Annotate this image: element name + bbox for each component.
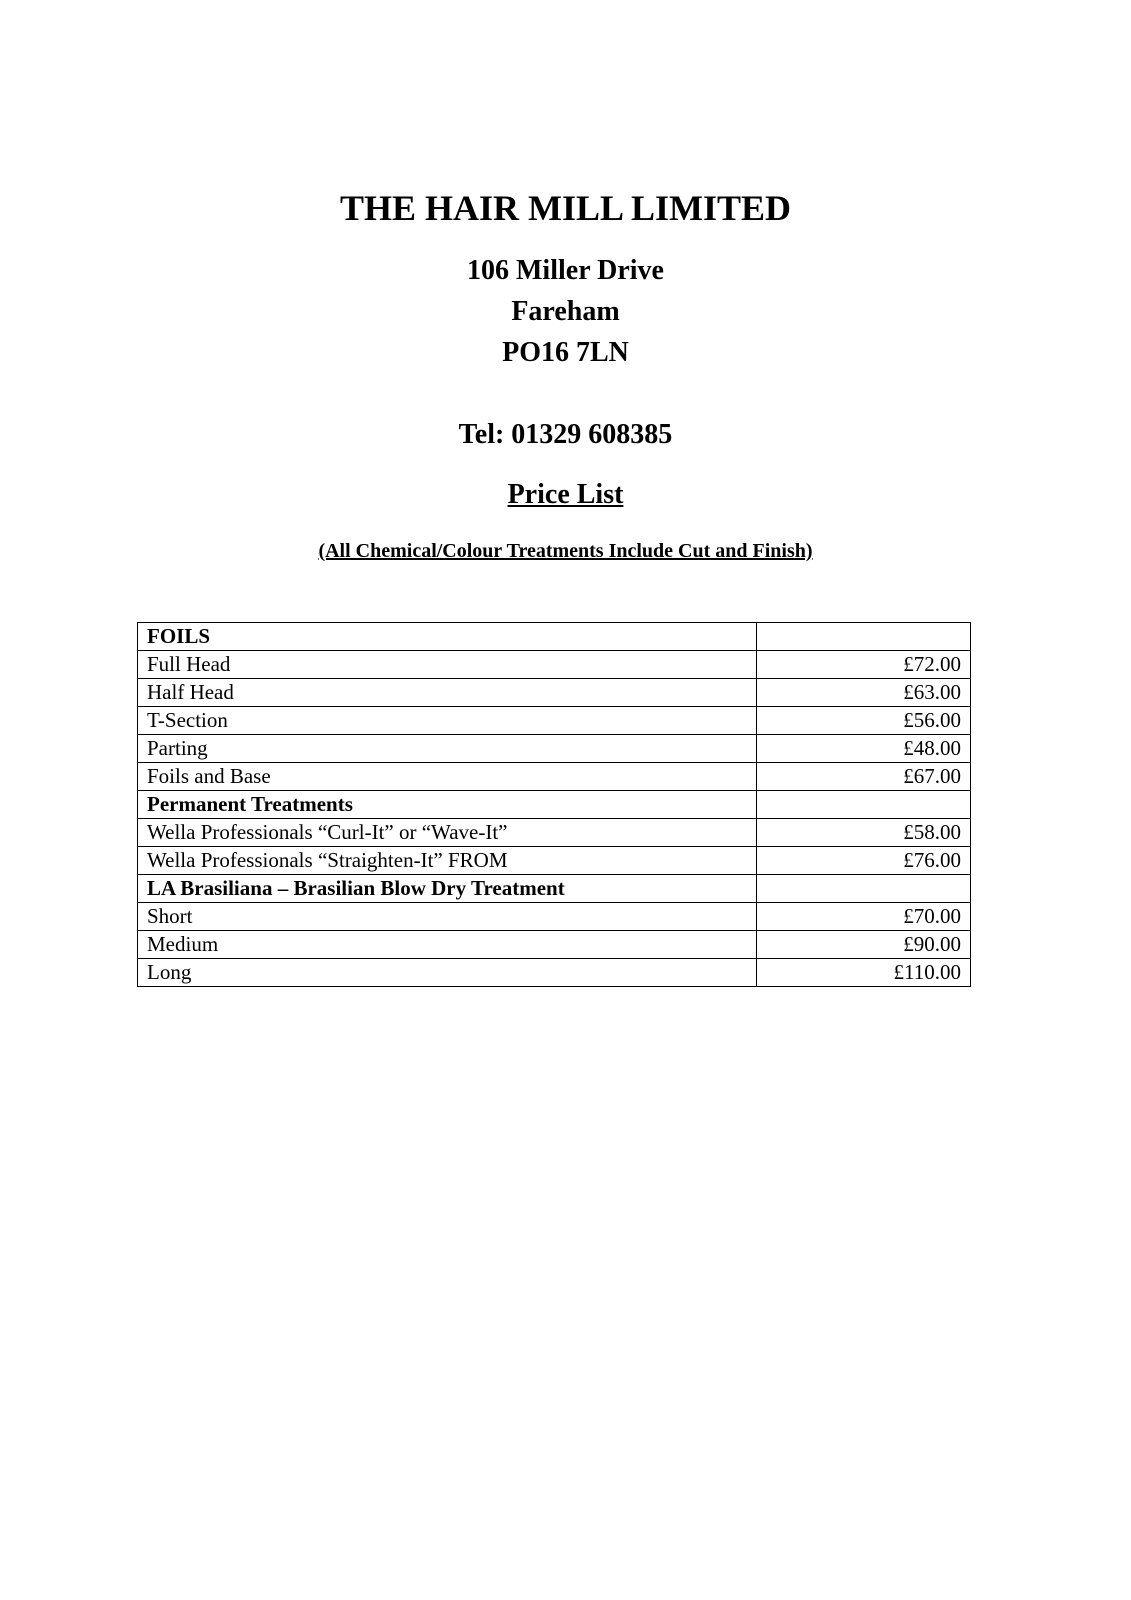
row-label: Short	[138, 903, 757, 931]
table-row	[138, 959, 971, 987]
table-row	[138, 847, 971, 875]
row-label: T-Section	[138, 707, 757, 735]
price-table	[137, 622, 971, 987]
row-label: Foils and Base	[138, 763, 757, 791]
row-price: £56.00	[757, 707, 971, 735]
row-label: Wella Professionals “Curl-It” or “Wave-It”	[138, 819, 757, 847]
row-label: Half Head	[138, 679, 757, 707]
address-postcode: PO16 7LN	[502, 337, 629, 368]
row-label: Full Head	[138, 651, 757, 679]
row-label: Wella Professionals “Straighten-It” FROM	[138, 847, 757, 875]
table-row	[138, 875, 971, 903]
row-label: Parting	[138, 735, 757, 763]
row-price: £110.00	[757, 959, 971, 987]
table-row	[138, 763, 971, 791]
row-price: £72.00	[757, 651, 971, 679]
row-price	[757, 875, 971, 903]
table-row	[138, 903, 971, 931]
row-label: Medium	[138, 931, 757, 959]
row-price: £48.00	[757, 735, 971, 763]
row-price: £58.00	[757, 819, 971, 847]
row-label: Long	[138, 959, 757, 987]
row-price: £67.00	[757, 763, 971, 791]
address-town: Fareham	[511, 296, 620, 327]
table-row	[138, 707, 971, 735]
page-title: Price List	[507, 479, 624, 510]
table-row	[138, 623, 971, 651]
table-row	[138, 679, 971, 707]
row-label: LA Brasiliana – Brasilian Blow Dry Treatment	[138, 875, 757, 903]
table-row	[138, 819, 971, 847]
company-name: THE HAIR MILL LIMITED	[339, 188, 792, 228]
row-price: £63.00	[757, 679, 971, 707]
table-row	[138, 651, 971, 679]
address-street: 106 Miller Drive	[467, 255, 664, 286]
row-price: £76.00	[757, 847, 971, 875]
row-price	[757, 791, 971, 819]
row-label: Permanent Treatments	[138, 791, 757, 819]
row-price: £70.00	[757, 903, 971, 931]
telephone-number: Tel: 01329 608385	[458, 419, 673, 450]
row-price: £90.00	[757, 931, 971, 959]
row-label: FOILS	[138, 623, 757, 651]
treatment-note: (All Chemical/Colour Treatments Include Cut and Finish)	[318, 540, 813, 562]
table-row	[138, 791, 971, 819]
table-row	[138, 931, 971, 959]
table-row	[138, 735, 971, 763]
row-price	[757, 623, 971, 651]
